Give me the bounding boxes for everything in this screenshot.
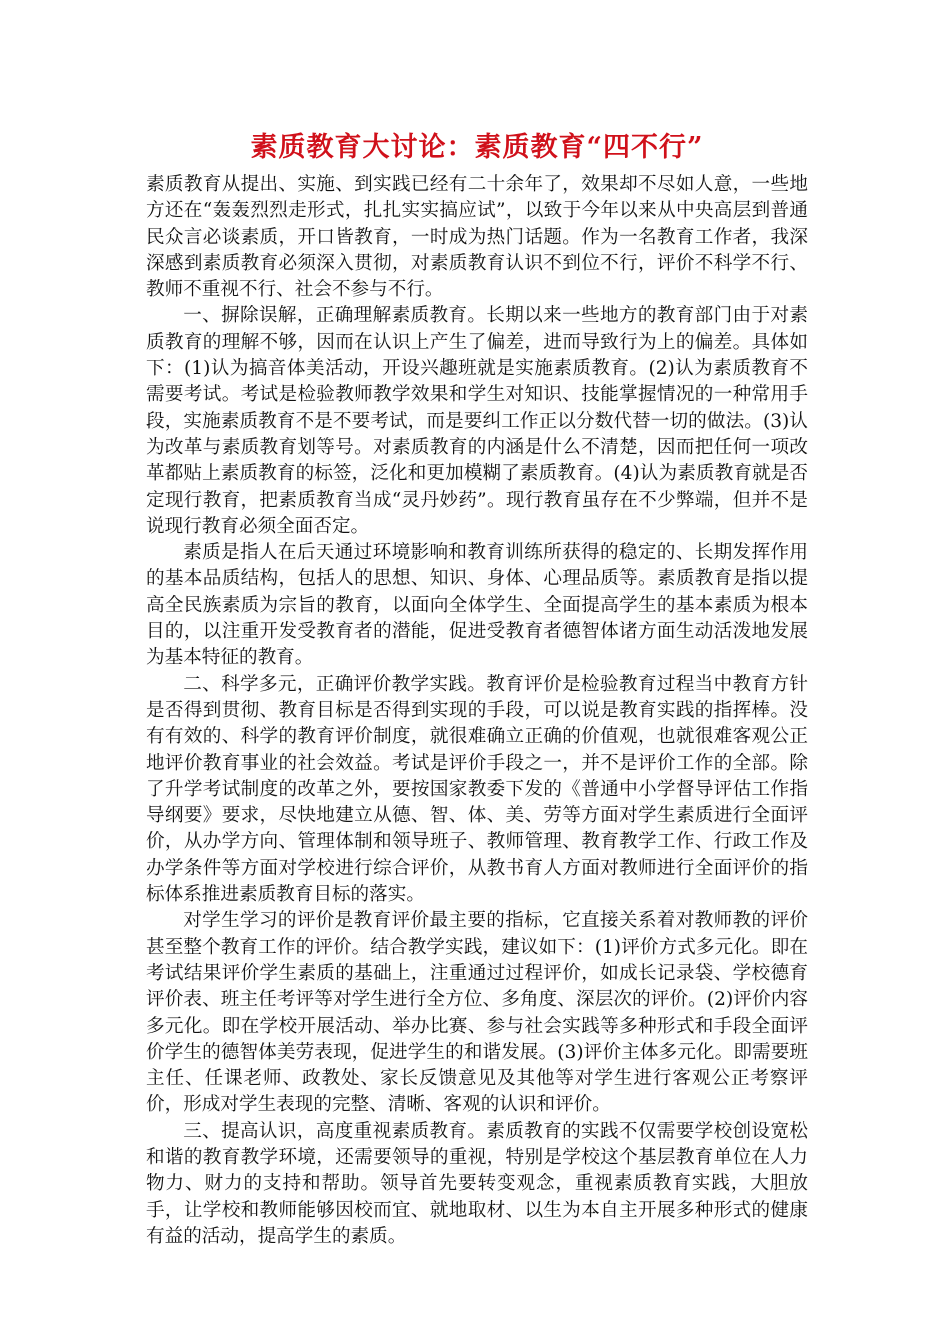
document-body: [146, 172, 808, 1250]
document-page: [146, 128, 808, 1250]
paragraph-section-two: 二、科学多元，正确评价教学实践。教育评价是检验教育过程当中教育方针是否得到贯彻、教育目标是否得到实现的手段，可以说是教育实践的指挥棒。没有有效的、科学的教育评价制度，就很难确立正确的价值观，也就很难客观公正地评价教育事业的社会效益。考试是评价手段之一，并不是评价工作的全部。除了升学考试制度的改革之外，要按国家教委下发的《普通中小学督导评估工作指导纲要》要求，尽快地建立从德、智、体、美、劳等方面对学生素质进行全面评价，从办学方向、管理体制和领导班子、教师管理、教育教学工作、行政工作及办学条件等方面对学校进行综合评价，从教书育人方面对教师进行全面评价的指标体系推进素质教育目标的落实。: [146, 673, 808, 906]
paragraph-intro: 素质教育从提出、实施、到实践已经有二十余年了，效果却不尽如人意，一些地方还在“轰轰烈烈走形式，扎扎实实搞应试”，以致于今年以来从中央高层到普通民众言必谈素质，开口皆教育，一时成为热门话题。作为一名教育工作者，我深深感到素质教育必须深入贯彻，对素质教育认识不到位不行，评价不科学不行、教师不重视不行、社会不参与不行。: [146, 174, 808, 301]
paragraph-definition: 素质是指人在后天通过环境影响和教育训练所获得的稳定的、长期发挥作用的基本品质结构，包括人的思想、知识、身体、心理品质等。素质教育是指以提高全民族素质为宗旨的教育，以面向全体学生、全面提高学生的基本素质为根本目的，以注重开发受教育者的潜能，促进受教育者德智体诸方面生动活泼地发展为基本特征的教育。: [146, 542, 808, 669]
document-title: 素质教育大讨论：素质教育“四不行”: [250, 132, 704, 163]
paragraph-student-evaluation: 对学生学习的评价是教育评价最主要的指标，它直接关系着对教师教的评价甚至整个教育工作的评价。结合教学实践，建议如下：(1)评价方式多元化。即在考试结果评价学生素质的基础上，注重通过过程评价，如成长记录袋、学校德育评价表、班主任考评等对学生进行全方位、多角度、深层次的评价。(2)评价内容多元化。即在学校开展活动、举办比赛、参与社会实践等多种形式和手段全面评价学生的德智体美劳表现，促进学生的和谐发展。(3)评价主体多元化。即需要班主任、任课老师、政教处、家长反馈意见及其他等对学生进行客观公正考察评价，形成对学生表现的完整、清晰、客观的认识和评价。: [146, 910, 808, 1116]
paragraph-section-three: 三、提高认识，高度重视素质教育。素质教育的实践不仅需要学校创设宽松和谐的教育教学环境，还需要领导的重视，特别是学校这个基层教育单位在人力物力、财力的支持和帮助。领导首先要转变观念，重视素质教育实践，大胆放手，让学校和教师能够因校而宜、就地取材、以生为本自主开展多种形式的健康有益的活动，提高学生的素质。: [146, 1120, 808, 1247]
paragraph-section-one: 一、摒除误解，正确理解素质教育。长期以来一些地方的教育部门由于对素质教育的理解不够，因而在认识上产生了偏差，进而导致行为上的偏差。具体如下：(1)认为搞音体美活动，开设兴趣班就是实施素质教育。(2)认为素质教育不需要考试。考试是检验教师教学效果和学生对知识、技能掌握情况的一种常用手段，实施素质教育不是不要考试，而是要纠工作正以分数代替一切的做法。(3)认为改革与素质教育划等号。对素质教育的内涵是什么不清楚，因而把任何一项改革都贴上素质教育的标签，泛化和更加模糊了素质教育。(4)认为素质教育就是否定现行教育，把素质教育当成“灵丹妙药”。现行教育虽存在不少弊端，但并不是说现行教育必须全面否定。: [146, 305, 808, 537]
